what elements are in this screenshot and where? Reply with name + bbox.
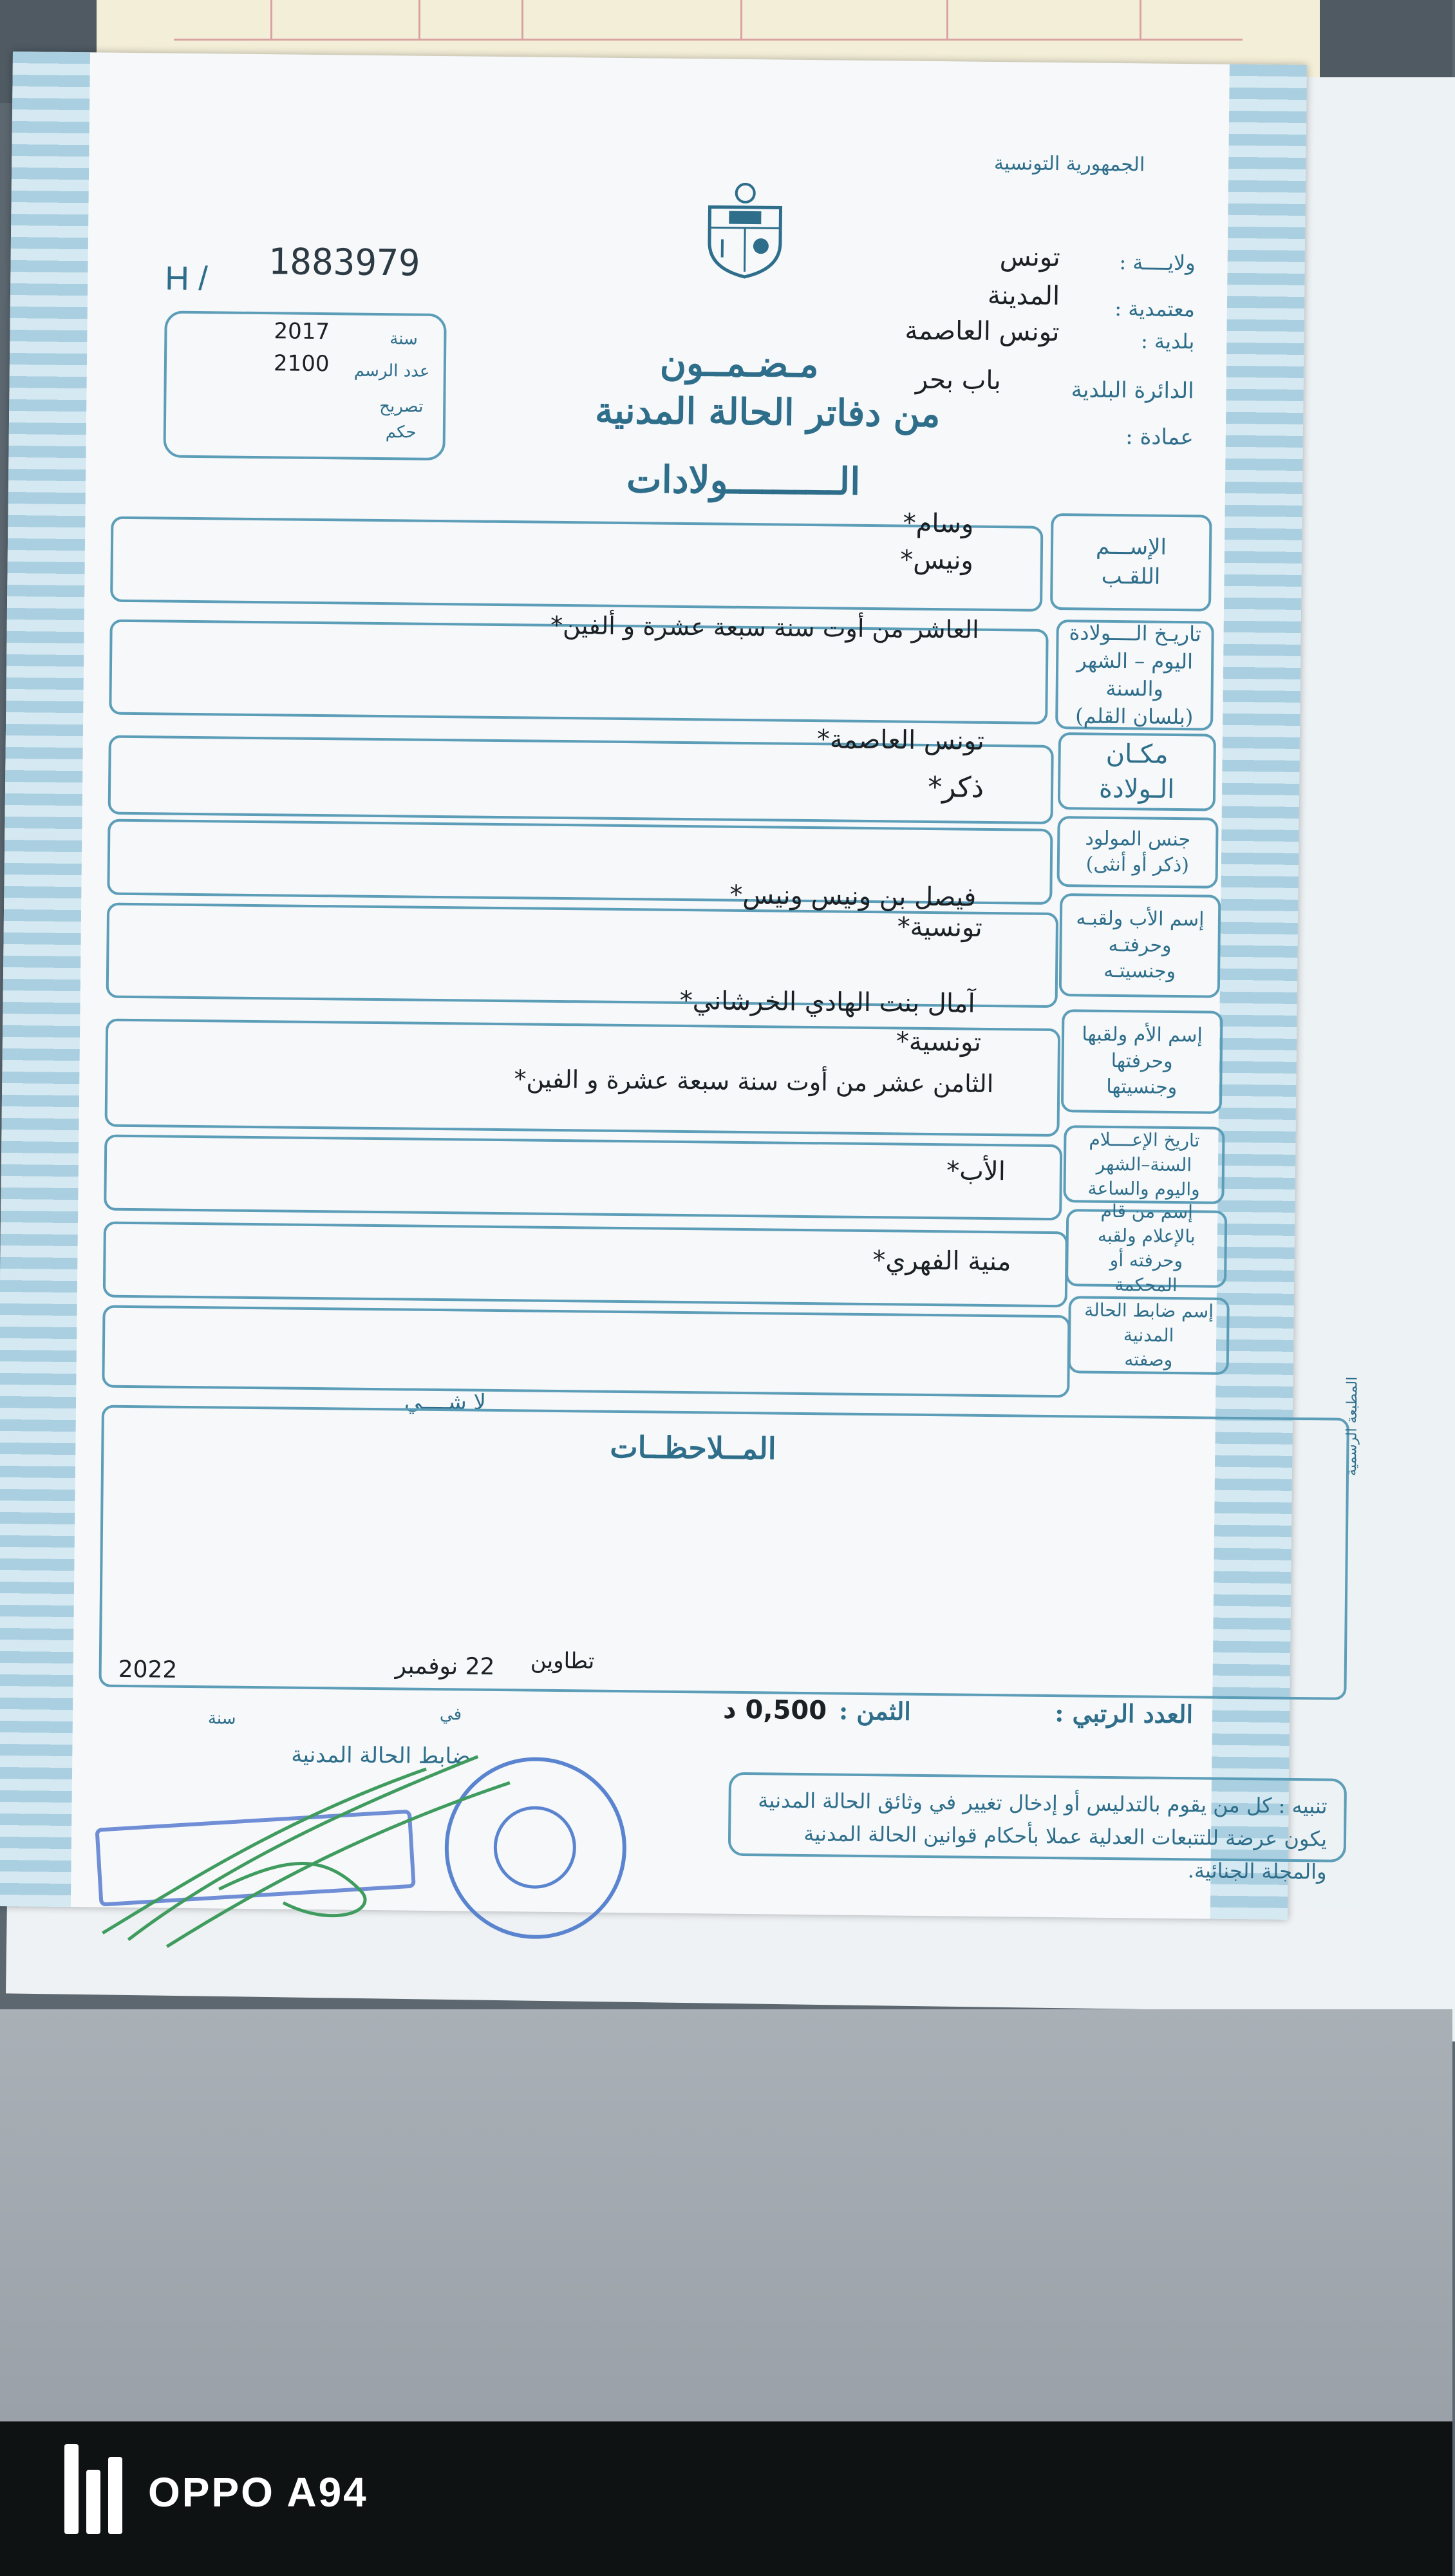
year-footer-label: سنة bbox=[207, 1709, 236, 1728]
reference-number: 1883979 bbox=[268, 241, 420, 285]
warning-notice: تنبيه : كل من يقوم بالتدليس أو إدخال تغيير في وثائق الحالة المدنية يكون عرضة للتتبعات العدلية عملا بأحكام قوانين الحالة المدنية والمجلة الجنائية. bbox=[728, 1772, 1347, 1862]
birth-place-value: تونس العاصمة* bbox=[816, 724, 985, 756]
birth-date-value: العاشر من أوت سنة سبعة عشرة و ألفين* bbox=[550, 611, 979, 644]
baladia-label: بلدية : bbox=[1140, 328, 1195, 354]
field-label-sex: جنس المولود (ذكر أو أنثى) bbox=[1057, 816, 1219, 889]
underlying-table bbox=[174, 0, 1243, 41]
field-label-declarant: إسم من قام بالإعلام ولقبه وحرفته أو المحكمة bbox=[1065, 1209, 1227, 1288]
date-year-value: 2022 bbox=[118, 1656, 178, 1683]
omada-label: عمادة : bbox=[1125, 424, 1194, 451]
declaration-label: تصريح bbox=[379, 396, 424, 417]
declaration-date-value: الثامن عشر من أوت سنة سبعة عشرة و الفين* bbox=[514, 1065, 994, 1099]
field-label-name: الإســـم اللقـب bbox=[1050, 513, 1212, 612]
father-name-value: فيصل بن ونيس ونيس* bbox=[729, 880, 977, 913]
camera-model-text: OPPO A94 bbox=[148, 2469, 368, 2515]
remarks-label: المــلاحظــات bbox=[610, 1429, 776, 1466]
remarks-value: لا شــــي bbox=[404, 1388, 487, 1416]
camera-watermark bbox=[64, 2444, 368, 2541]
mother-name-value: آمال بنت الهادي الخرشاني* bbox=[679, 985, 975, 1019]
dairah-value: باب بحر bbox=[915, 365, 1001, 396]
serial-number-label: العدد الرتبي : bbox=[1055, 1698, 1194, 1729]
civil-status-extract bbox=[0, 52, 1361, 1920]
in-label: في bbox=[439, 1705, 462, 1725]
republic-heading: الجمهورية التونسية bbox=[993, 151, 1145, 176]
officer-footer-label: ضابط الحالة المدنية bbox=[291, 1741, 471, 1770]
decorative-border-left bbox=[0, 52, 90, 1907]
price-value: 0,500 د bbox=[722, 1694, 827, 1726]
wilaya-value: تونس bbox=[999, 242, 1060, 273]
father-nationality-value: تونسية* bbox=[897, 912, 983, 943]
signature-icon bbox=[89, 1739, 542, 1956]
document-body bbox=[77, 78, 1361, 1893]
field-label-birth-place: مكـان الـولادة bbox=[1058, 732, 1216, 811]
year-label: سنة bbox=[390, 329, 418, 349]
price-label: الثمن : bbox=[838, 1696, 912, 1726]
mootamadia-label: معتمدية : bbox=[1114, 296, 1196, 322]
reference-prefix: H / bbox=[165, 260, 209, 298]
field-label-father: إسم الأب ولقبـه وحرفتـه وجنسيتـه bbox=[1059, 893, 1221, 998]
baladia-value: تونس العاصمة bbox=[905, 316, 1060, 348]
judgment-label: حكم bbox=[385, 422, 417, 442]
field-label-birth-date: تاريـخ الــــولادة اليوم – الشهر والسنة (بلسان القلم) bbox=[1055, 620, 1214, 731]
record-label: عدد الرسم bbox=[353, 361, 430, 381]
record-value: 2100 bbox=[273, 350, 330, 377]
tunisia-coat-of-arms-icon bbox=[702, 181, 787, 278]
field-box-declaration-date bbox=[104, 1135, 1062, 1221]
date-day-month-value: 22 نوفمبر bbox=[395, 1653, 495, 1680]
wilaya-label: ولايــــة : bbox=[1119, 250, 1196, 276]
oppo-logo-icon bbox=[64, 2444, 122, 2541]
last-name-value: ونيس* bbox=[900, 545, 974, 576]
printer-mark: المطبعة الرسمية bbox=[1343, 1376, 1361, 1477]
mother-nationality-value: تونسية* bbox=[896, 1027, 982, 1057]
place-value: تطاوين bbox=[530, 1647, 595, 1674]
officer-value: منية الفهري* bbox=[872, 1245, 1011, 1277]
field-label-declaration-date: تاريخ الإعــــلام السنة–الشهر واليوم والساعة bbox=[1063, 1125, 1225, 1204]
section-title: الــــــــــولادات bbox=[626, 457, 861, 504]
first-name-value: وسام* bbox=[903, 508, 974, 539]
document-title: مـضـمــون bbox=[659, 341, 819, 386]
field-box-officer bbox=[102, 1305, 1070, 1398]
dairah-label: الدائرة البلدية bbox=[1071, 377, 1194, 404]
year-value: 2017 bbox=[274, 318, 330, 345]
field-label-mother: إسم الأم ولقبها وحرفتها وجنسيتها bbox=[1061, 1009, 1223, 1114]
sex-value: ذكر* bbox=[928, 770, 984, 804]
document-subtitle: من دفاتر الحالة المدنية bbox=[594, 389, 941, 436]
declarant-value: الأب* bbox=[946, 1156, 1006, 1187]
field-label-officer: إسم ضابط الحالة المدنية وصفته bbox=[1068, 1296, 1230, 1375]
table-surface bbox=[0, 2009, 1452, 2421]
mootamadia-value: المدينة bbox=[987, 280, 1060, 312]
